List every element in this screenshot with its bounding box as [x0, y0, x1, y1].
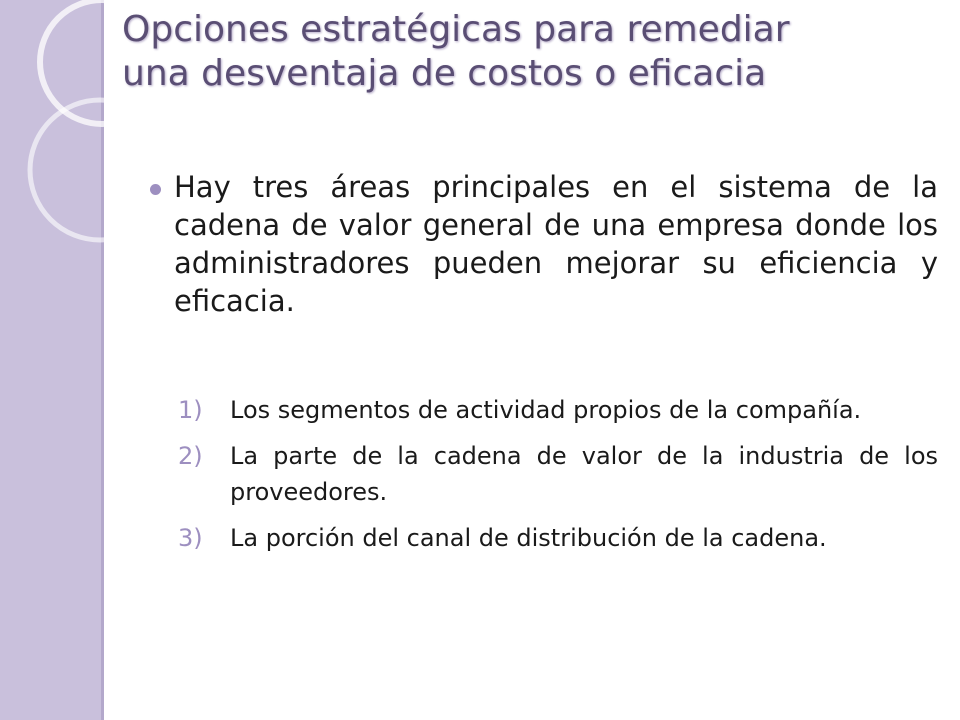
list-item-text: La parte de la cadena de valor de la industria de los proveedores.	[230, 442, 938, 506]
list-item-marker: 1)	[178, 396, 203, 424]
list-item-text: La porción del canal de distribución de la cadena.	[230, 524, 827, 552]
bullet-dot-icon	[150, 184, 161, 195]
numbered-list	[178, 392, 938, 566]
slide-title	[122, 8, 922, 96]
list-item-text: Los segmentos de actividad propios de la compañía.	[230, 396, 862, 424]
list-item	[178, 520, 938, 556]
main-bullet	[150, 168, 940, 320]
left-decorative-band	[0, 0, 104, 720]
slide-title-line-1: Opciones estratégicas para remediar	[122, 9, 790, 50]
list-item	[178, 438, 938, 510]
main-bullet-text: Hay tres áreas principales en el sistema de la cadena de valor general de una empresa donde los administradores pueden mejorar su eficiencia y eficacia.	[174, 170, 938, 318]
list-item-marker: 2)	[178, 442, 203, 470]
list-item-marker: 3)	[178, 524, 203, 552]
list-item	[178, 392, 938, 428]
slide-title-line-2: una desventaja de costos o eficacia	[122, 53, 767, 94]
